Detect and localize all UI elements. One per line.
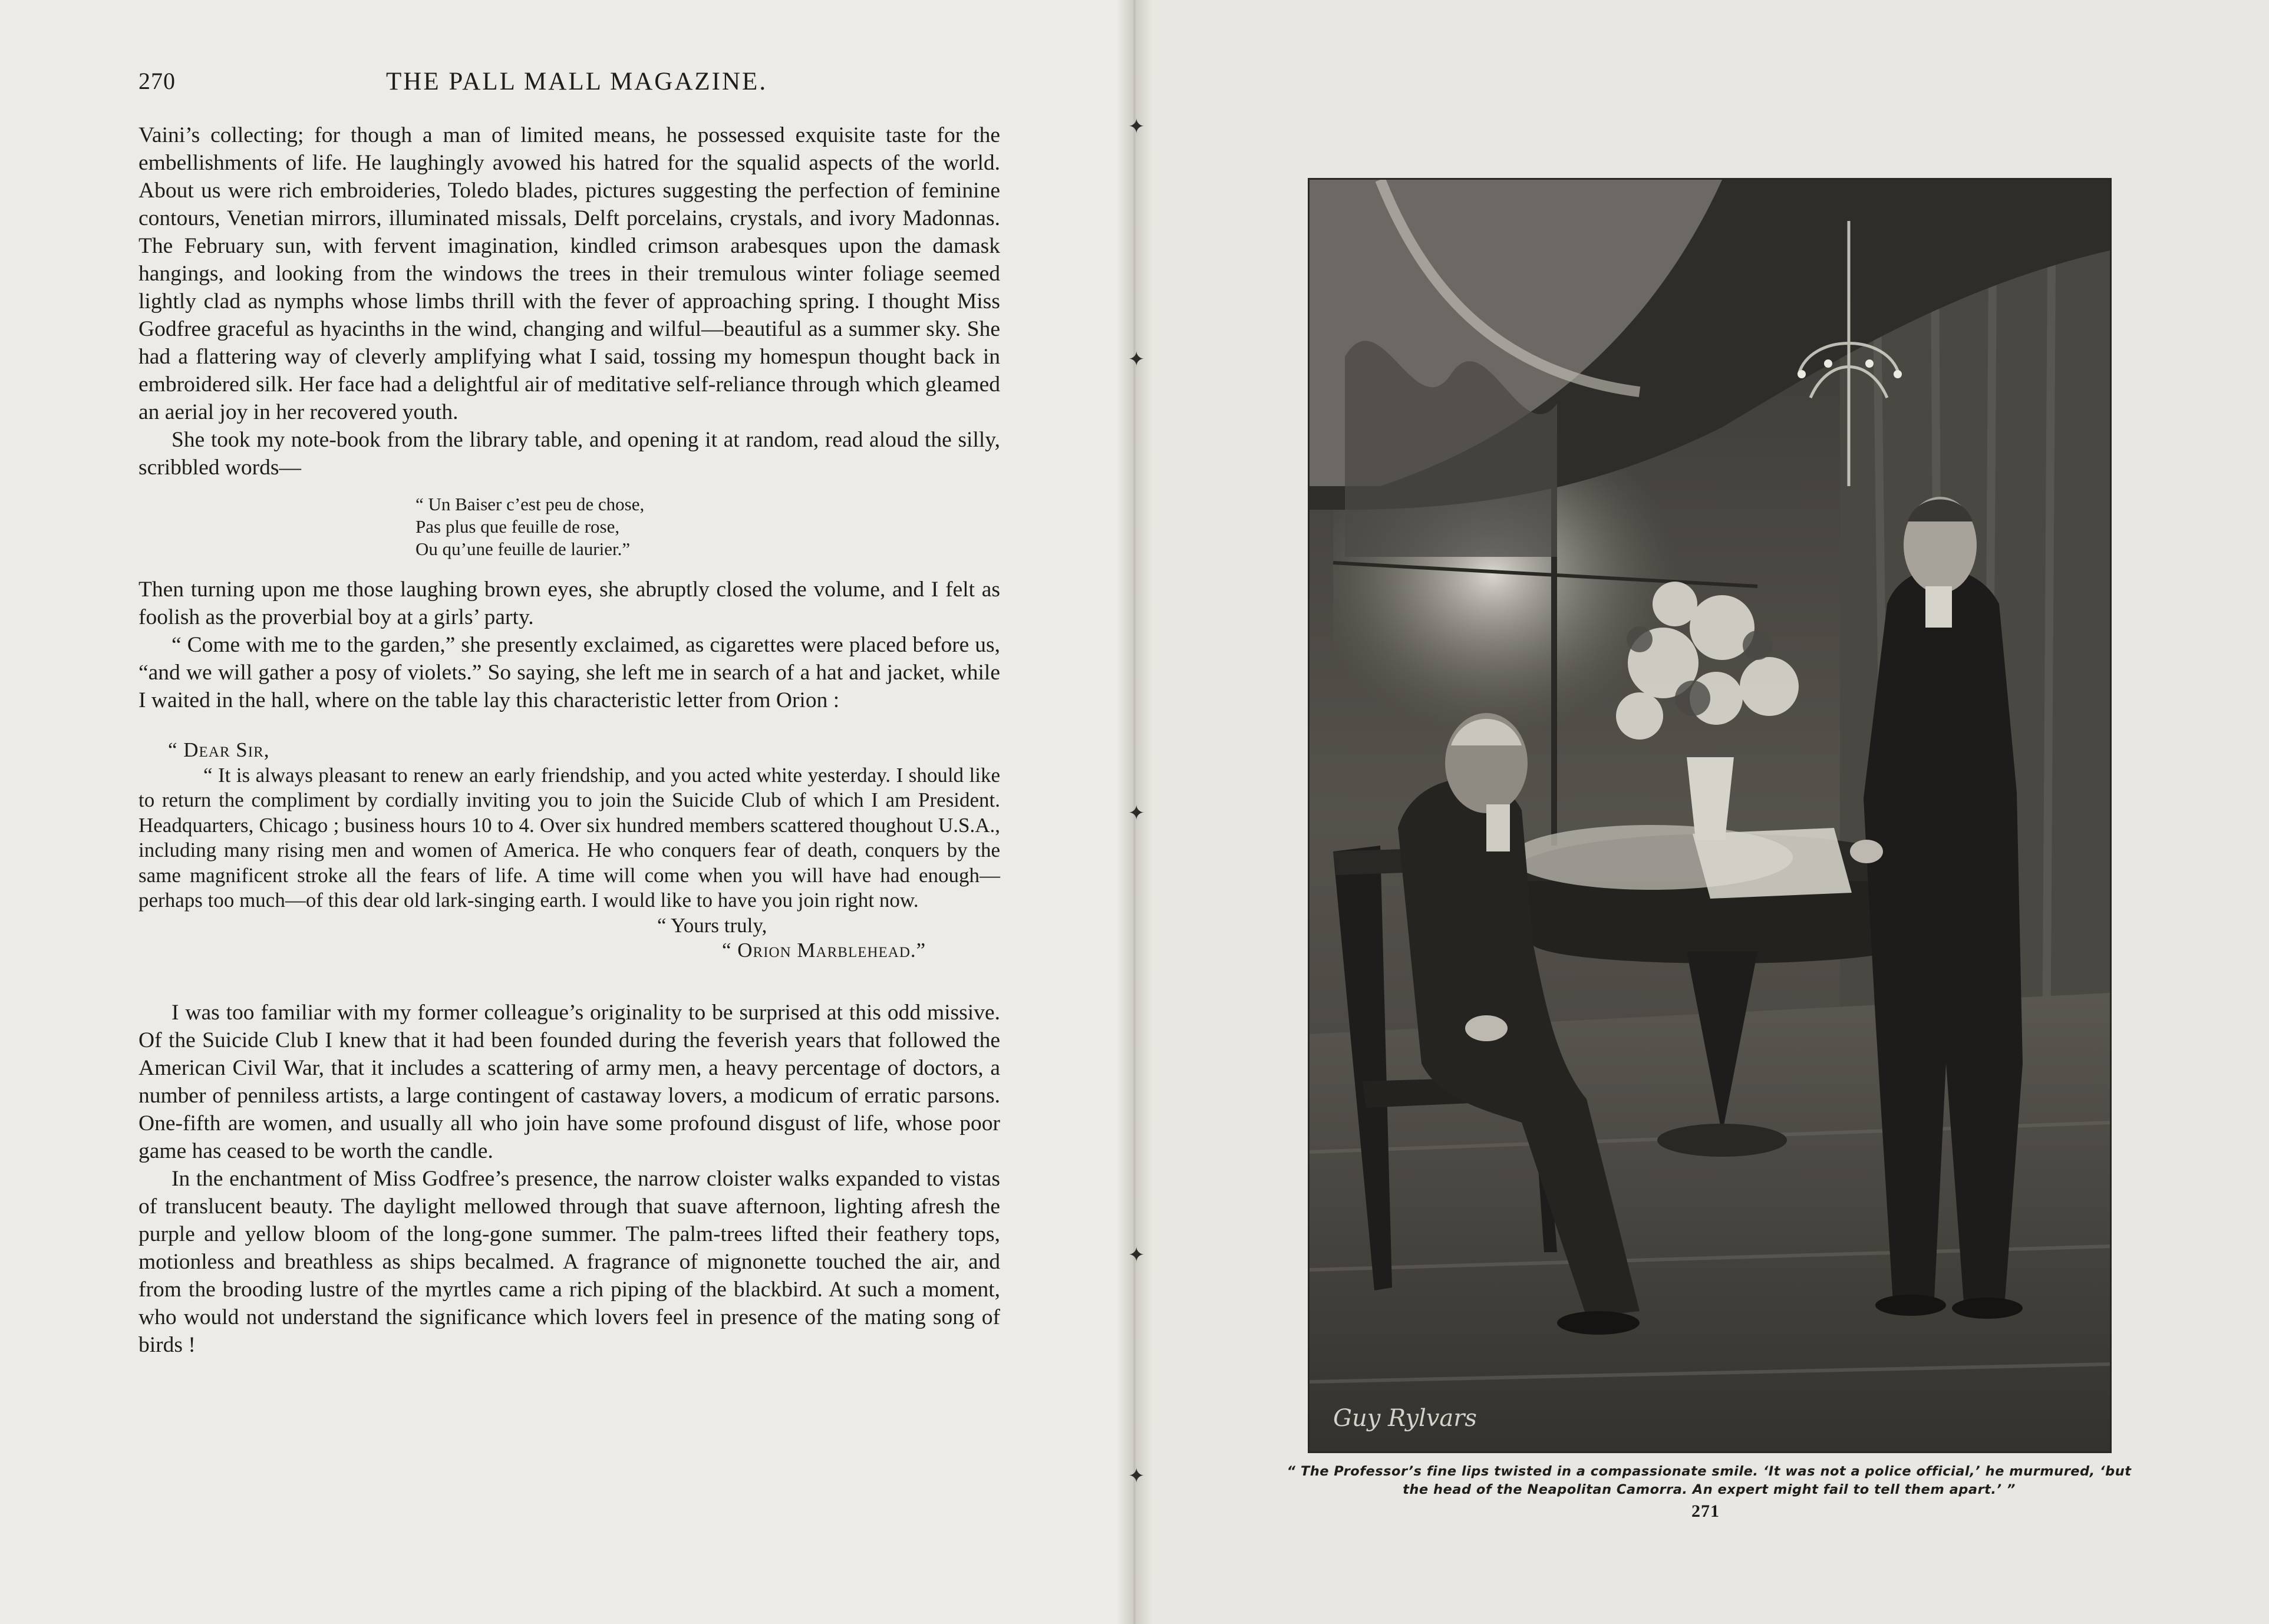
page-number-right: 271: [1691, 1501, 1720, 1521]
letter-signature: “ Orion Marblehead.”: [722, 939, 926, 962]
paragraph-4: “ Come with me to the garden,” she presently exclaimed, as cigarettes were placed before us, “and we will gather a posy of violets.” So saying, she left me in search of a hat and jacket, while I waited in the hall, where on the table lay this characteristic letter from Orion :: [138, 633, 1000, 712]
paragraph-5: I was too familiar with my former colleague’s originality to be surprised at this odd missive. Of the Suicide Club I knew that it had been founded during the feverish years that followed the American Civil War, that it includes a scattering of army men, a heavy percentage of doctors, a number of penniless artists, a large contingent of castaway lovers, a modicum of erratic parsons. One-fifth are women, and usually all who join have some profound disgust of life, whose poor game has ceased to be worth the candle.: [138, 1000, 1000, 1163]
page-number-left: 270: [138, 68, 176, 94]
magazine-title: THE PALL MALL MAGAZINE.: [386, 68, 768, 95]
letter-closing: “ Yours truly,: [657, 913, 767, 937]
paragraph-1: Vaini’s collecting; for though a man of limited means, he possessed exquisite taste for the embellishments of life. He laughingly avowed his hatred for the squalid aspects of the world. About us were rich embroideries, Toledo blades, pictures suggesting the perfection of feminine contours, Venetian mirrors, illuminated missals, Delft porcelains, crystals, and ivory Madonnas. The February sun, with fervent imagination, kindled crimson arabesques upon the damask hangings, and looking from the windows the trees in their tremulous winter foliage seemed lightly clad as nymphs whose limbs thrill with the fever of approaching spring. I thought Miss Godfree graceful as hyacinths in the wind, changing and wilful—beautiful as a summer sky. She had a flattering way of cleverly amplifying what I said, tossing my homespun thought back in embroidered silk. Her face had a delightful air of meditative self-reliance through which gleamed an aerial joy in her recovered youth.: [138, 123, 1000, 424]
caption-line: “ The Professor’s fine lips twisted in a compassionate smile. ‘It was not a police official,’ he murmured, ‘but: [1287, 1464, 2132, 1479]
binding-stitch: ✦: [1128, 349, 1145, 371]
artist-signature: Guy Rylvars: [1333, 1405, 1477, 1432]
verse-quote: [415, 493, 1000, 560]
running-head: [138, 67, 1005, 103]
verse-line: Ou qu’une feuille de laurier.”: [415, 539, 631, 559]
letter-from-orion: [138, 738, 1000, 963]
binding-stitch: ✦: [1128, 803, 1145, 824]
illustration-plate: [1310, 180, 2110, 1451]
left-page: [0, 0, 1132, 1624]
binding-stitch: ✦: [1128, 1465, 1145, 1487]
article-text: [138, 121, 1000, 1359]
paragraph-3: Then turning upon me those laughing brown eyes, she abruptly closed the volume, and I felt as foolish as the proverbial boy at a girls’ party.: [138, 577, 1000, 629]
caption-line: the head of the Neapolitan Camorra. An expert might fail to tell them apart.’ ”: [1403, 1482, 2016, 1497]
paragraph-6: In the enchantment of Miss Godfree’s presence, the narrow cloister walks expanded to vistas of translucent beauty. The daylight mellowed through that suave afternoon, lighting afresh the purple and yellow bloom of the long-gone summer. The palm-trees lifted their feathery tops, motionless and breathless as ships becalmed. A fragrance of mignonette touched the air, and from the brooding lustre of the myrtles came a rich piping of the blackbird. At such a moment, who would not understand the significance which lovers feel in presence of the mating song of birds !: [138, 1166, 1000, 1357]
binding-stitch: ✦: [1128, 116, 1145, 138]
letter-salutation: “ Dear Sir,: [168, 738, 270, 761]
binding-stitch: ✦: [1128, 1245, 1145, 1266]
verse-line: “ Un Baiser c’est peu de chose,: [415, 494, 645, 514]
paragraph-2: She took my note-book from the library table, and opening it at random, read aloud the silly, scribbled words—: [138, 428, 1000, 480]
illustration-drawing: [1310, 180, 2110, 1451]
letter-body: “ It is always pleasant to renew an early friendship, and you acted white yesterday. I should like to return the compliment by cordially inviting you to join the Suicide Club of which I am President. Headquarters, Chicago ; business hours 10 to 4. Over six hundred members scattered thoughout U.S.A., including many rising men and women of America. He who conquers fear of death, conquers by the same magnificent stroke all the fears of life. A time will come when you will have had enough—perhaps too much—of this dear old lark-singing earth. I would like to have you join right now.: [138, 763, 1000, 912]
illustration-caption: [1267, 1463, 2151, 1499]
verse-line: Pas plus que feuille de rose,: [415, 516, 620, 537]
